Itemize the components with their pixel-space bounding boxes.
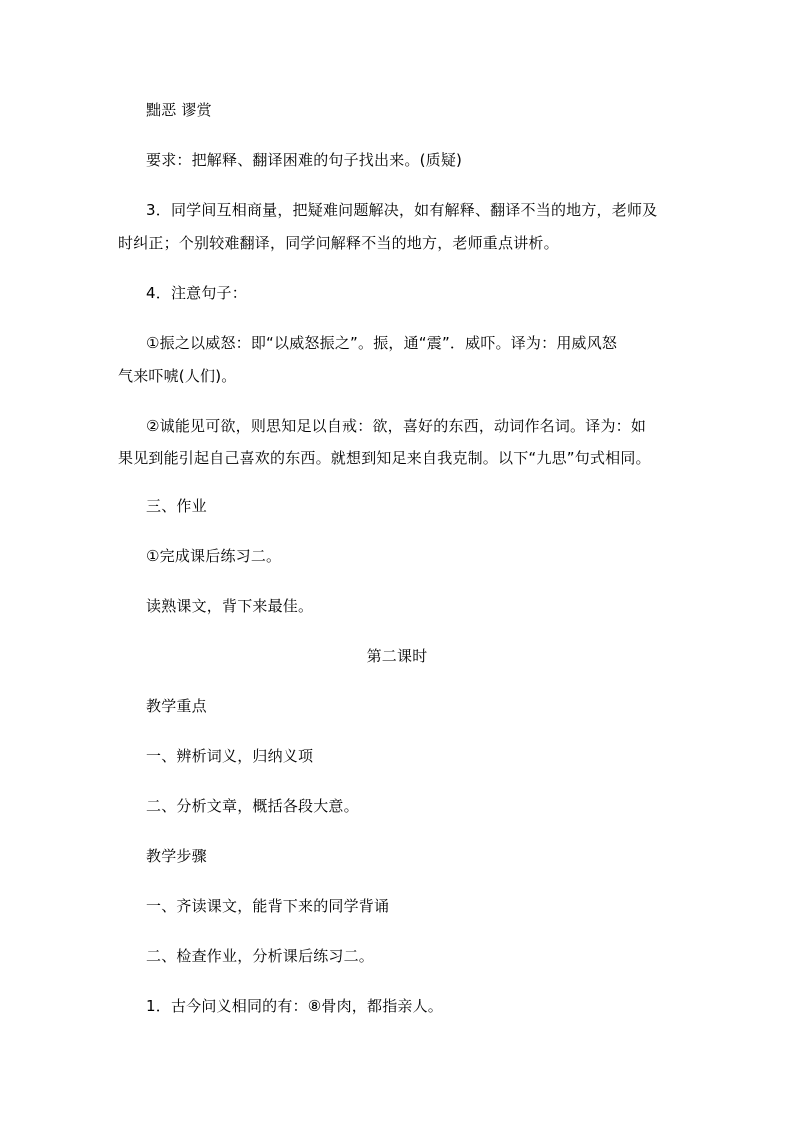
text-line: 二、分析文章，概括各段大意。 <box>146 797 359 815</box>
text-line: 读熟课文，背下来最佳。 <box>146 597 314 615</box>
text-line: ①完成课后练习二。 <box>146 547 282 565</box>
text-line: 一、齐读课文，能背下来的同学背诵 <box>146 897 390 915</box>
section-heading: 教学重点 <box>146 697 207 715</box>
text-line: 1．古今问义相同的有：⑧骨肉，都指亲人。 <box>146 997 443 1015</box>
text-line: 要求：把解释、翻译困难的句子找出来。(质疑) <box>146 151 463 169</box>
text-line: 气来吓唬(人们)。 <box>118 367 237 385</box>
lesson-title: 第二课时 <box>366 647 428 665</box>
text-line: ①振之以威怒：即“以威怒振之”。振，通“震”．威吓。译为：用威风怒 <box>146 334 618 352</box>
section-heading: 三、作业 <box>146 497 207 515</box>
text-line: 一、辨析词义，归纳义项 <box>146 747 314 765</box>
text-line: 4．注意句子： <box>146 284 247 302</box>
text-line: 时纠正；个别较难翻译，同学问解释不当的地方，老师重点讲析。 <box>118 234 559 252</box>
text-line: 3．同学间互相商量，把疑难问题解决，如有解释、翻译不当的地方，老师及 <box>146 201 658 219</box>
text-line: 果见到能引起自己喜欢的东西。就想到知足来自我克制。以下“九思”句式相同。 <box>118 449 651 467</box>
text-line: 黜恶 谬赏 <box>146 101 212 119</box>
section-heading: 教学步骤 <box>146 847 207 865</box>
text-line: ②诚能见可欲，则思知足以自戒：欲，喜好的东西，动词作名词。译为：如 <box>146 417 647 435</box>
text-line: 二、检查作业，分析课后练习二。 <box>146 947 375 965</box>
